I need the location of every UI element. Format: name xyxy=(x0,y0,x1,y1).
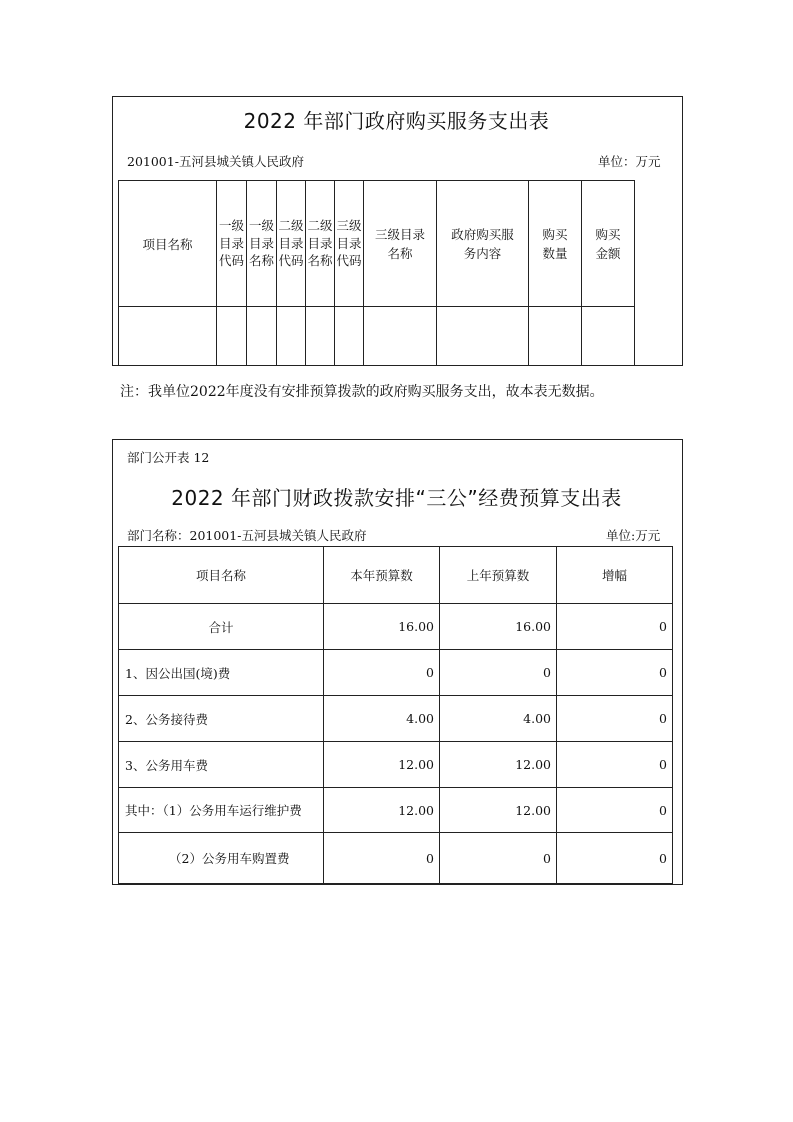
table2-header-row xyxy=(119,547,673,604)
t1-header-project-name: 项目名称 xyxy=(119,181,217,307)
t1-header-amount: 购买金额 xyxy=(582,181,635,307)
t2-header-current: 本年预算数 xyxy=(324,547,440,604)
note-text: 注：我单位2022年度没有安排预算拨款的政府购买服务支出，故本表无数据。 xyxy=(120,384,604,400)
row-previous: 4.00 xyxy=(440,696,557,742)
row-current: 12.00 xyxy=(324,742,440,788)
t1-header-l3-code: 三级目录代码 xyxy=(335,181,364,307)
row-current: 0 xyxy=(324,650,440,696)
table-row xyxy=(119,650,673,696)
table2-label: 部门公开表 12 xyxy=(127,450,210,465)
row-change: 0 xyxy=(557,604,673,650)
row-change: 0 xyxy=(557,833,673,884)
row-previous: 12.00 xyxy=(440,742,557,788)
row-change: 0 xyxy=(557,650,673,696)
table-row xyxy=(119,742,673,788)
row-name: 1、因公出国(境)费 xyxy=(119,650,324,696)
t1-header-l2-name: 二级目录名称 xyxy=(306,181,335,307)
row-current: 12.00 xyxy=(324,788,440,833)
table-row xyxy=(119,833,673,884)
table-row xyxy=(119,696,673,742)
row-name: 2、公务接待费 xyxy=(119,696,324,742)
table-row xyxy=(119,788,673,833)
row-change: 0 xyxy=(557,696,673,742)
t1-header-l1-code: 一级目录代码 xyxy=(217,181,247,307)
t2-header-change: 增幅 xyxy=(557,547,673,604)
t1-header-l2-code: 二级目录代码 xyxy=(277,181,306,307)
t1-header-content: 政府购买服务内容 xyxy=(437,181,529,307)
table2-org: 部门名称：201001-五河县城关镇人民政府 xyxy=(127,528,367,543)
row-change: 0 xyxy=(557,742,673,788)
t2-header-previous: 上年预算数 xyxy=(440,547,557,604)
table1-unit: 单位：万元 xyxy=(598,154,661,169)
t1-header-l1-name: 一级目录名称 xyxy=(247,181,277,307)
t1-header-qty: 购买数量 xyxy=(529,181,582,307)
row-current: 16.00 xyxy=(324,604,440,650)
row-name: 合计 xyxy=(119,604,324,650)
row-previous: 12.00 xyxy=(440,788,557,833)
row-previous: 0 xyxy=(440,650,557,696)
row-change: 0 xyxy=(557,788,673,833)
table1-title: 2022 年部门政府购买服务支出表 xyxy=(243,109,550,133)
row-name: 其中：（1）公务用车运行维护费 xyxy=(119,788,324,833)
row-current: 0 xyxy=(324,833,440,884)
table1-header-row xyxy=(119,181,635,307)
table1-empty-row xyxy=(119,307,635,366)
row-previous: 16.00 xyxy=(440,604,557,650)
row-name: （2）公务用车购置费 xyxy=(119,833,324,884)
table1-org: 201001-五河县城关镇人民政府 xyxy=(127,154,304,169)
table2-title: 2022 年部门财政拨款安排“三公”经费预算支出表 xyxy=(171,486,622,510)
t1-header-l3-name: 三级目录名称 xyxy=(364,181,437,307)
row-previous: 0 xyxy=(440,833,557,884)
row-name: 3、公务用车费 xyxy=(119,742,324,788)
table2 xyxy=(118,546,673,884)
t2-header-name: 项目名称 xyxy=(119,547,324,604)
row-current: 4.00 xyxy=(324,696,440,742)
table-row xyxy=(119,604,673,650)
table2-unit: 单位:万元 xyxy=(606,528,661,543)
table1 xyxy=(118,180,635,366)
